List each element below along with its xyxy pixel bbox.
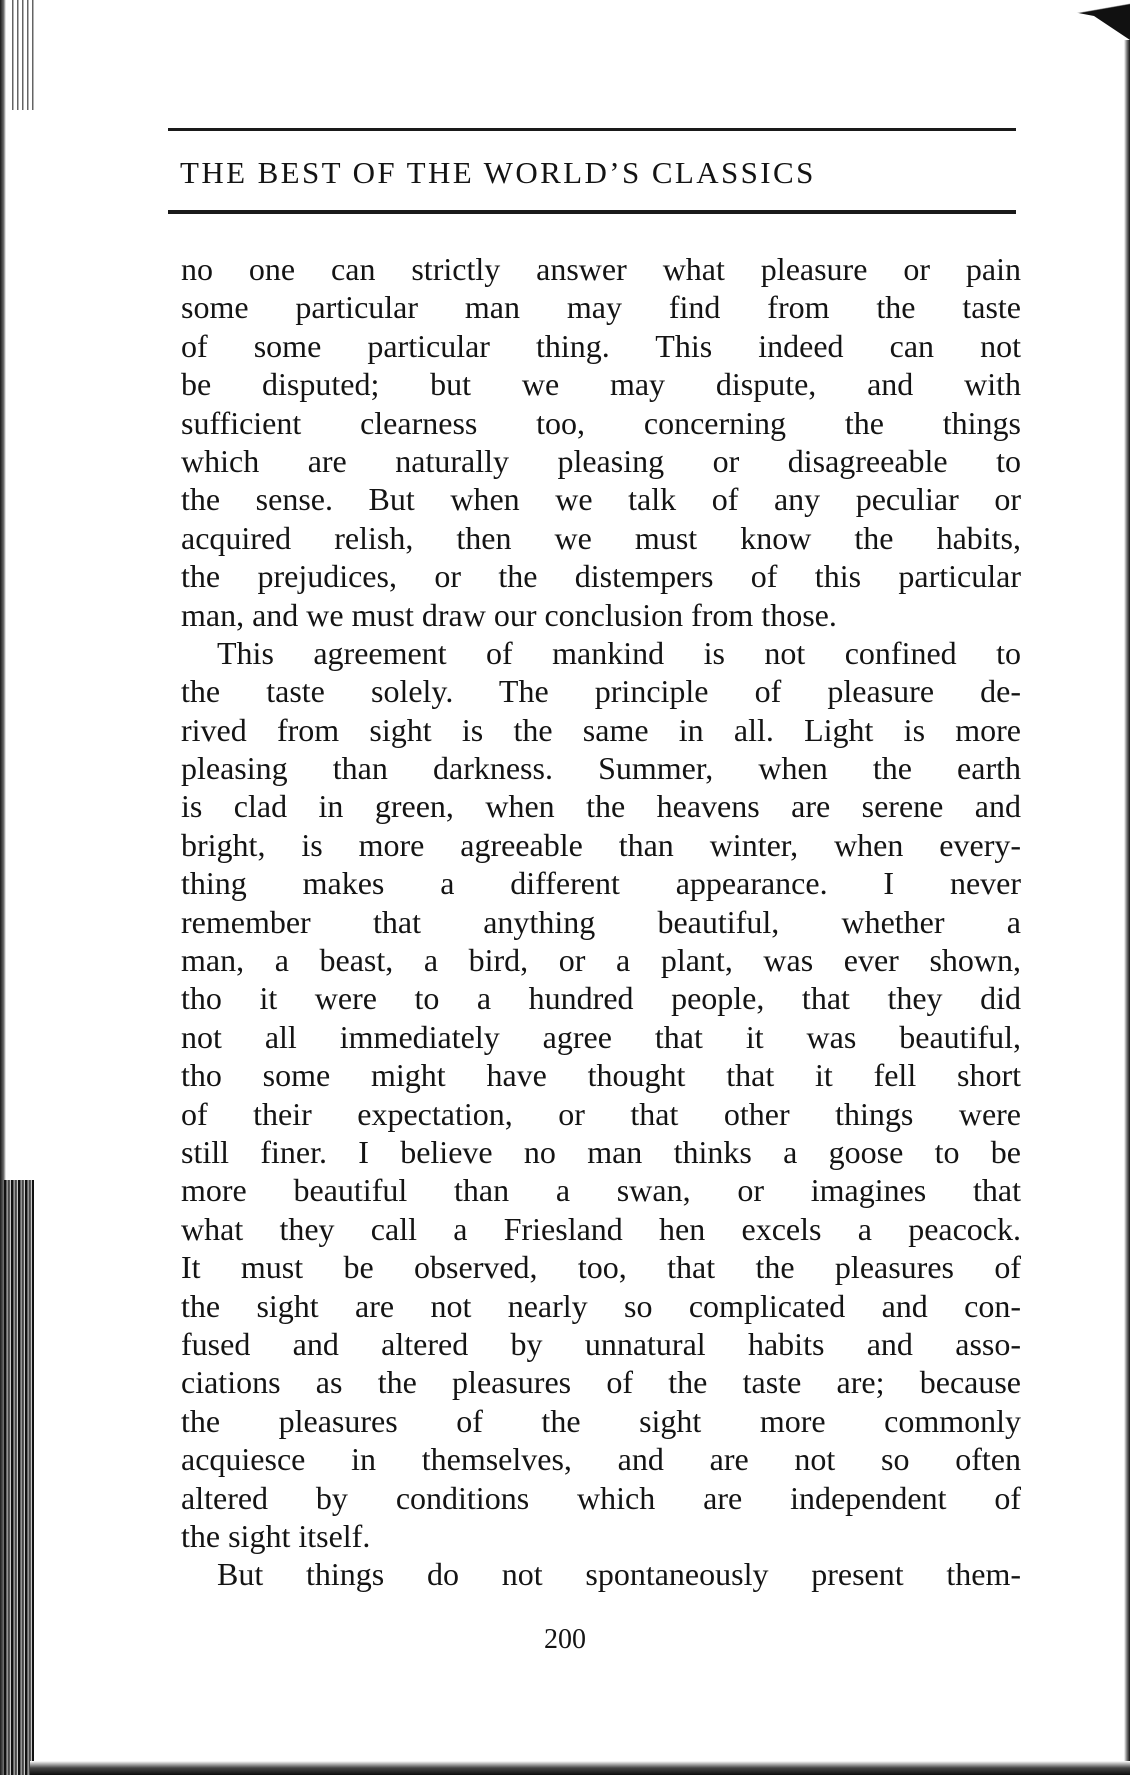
text-line: not all immediately agree that it was beautiful, [181, 1018, 1021, 1055]
text-line: man, a beast, a bird, or a plant, was ever shown, [181, 942, 1021, 979]
text-line: which are naturally pleasing or disagreeable to [181, 442, 1021, 479]
text-line: altered by conditions which are independent of [181, 1479, 1021, 1516]
text-line: the pleasures of the sight more commonly [181, 1402, 1021, 1439]
text-line: what they call a Friesland hen excels a peacock. [181, 1210, 1021, 1247]
text-line: pleasing than darkness. Summer, when the earth [181, 750, 1021, 787]
text-line: But things do not spontaneously present them- [217, 1556, 1021, 1593]
scan-binding-shadow [4, 1180, 34, 1775]
text-line: sufficient clearness too, concerning the things [181, 404, 1021, 441]
text-line: bright, is more agreeable than winter, when every- [181, 826, 1021, 863]
text-line: man, and we must draw our conclusion from those. [181, 596, 837, 633]
text-line: of some particular thing. This indeed can not [181, 327, 1021, 364]
scan-left-marks [12, 0, 34, 110]
running-head: THE BEST OF THE WORLD’S CLASSICS [180, 155, 816, 190]
scan-right-edge [1124, 40, 1130, 1775]
text-line: tho some might have thought that it fell short [181, 1057, 1021, 1094]
scan-corner-shadow [1010, 0, 1130, 40]
text-line: thing makes a different appearance. I never [181, 865, 1021, 902]
text-line: still finer. I believe no man thinks a goose to be [181, 1133, 1021, 1170]
text-line: some particular man may find from the taste [181, 289, 1021, 326]
body-text [181, 250, 1021, 1594]
text-line: remember that anything beautiful, whether a [181, 903, 1021, 940]
text-line: fused and altered by unnatural habits and asso- [181, 1325, 1021, 1362]
text-line: the sight itself. [181, 1517, 371, 1554]
text-line: of their expectation, or that other things were [181, 1095, 1021, 1132]
text-line: rived from sight is the same in all. Light is more [181, 711, 1021, 748]
text-line: the taste solely. The principle of pleasure de- [181, 673, 1021, 710]
text-line: more beautiful than a swan, or imagines that [181, 1172, 1021, 1209]
header-rule-bottom [168, 210, 1016, 214]
text-line: is clad in green, when the heavens are serene and [181, 788, 1021, 825]
text-line: This agreement of mankind is not confined to [217, 634, 1021, 671]
header-rule-top [168, 128, 1016, 131]
text-line: It must be observed, too, that the pleasures of [181, 1249, 1021, 1286]
text-line: ciations as the pleasures of the taste are; because [181, 1364, 1021, 1401]
page-number: 200 [544, 1624, 586, 1655]
text-line: tho it were to a hundred people, that they did [181, 980, 1021, 1017]
text-line: the sense. But when we talk of any peculiar or [181, 481, 1021, 518]
text-line: no one can strictly answer what pleasure or pain [181, 251, 1021, 287]
text-line: the sight are not nearly so complicated and con- [181, 1287, 1021, 1324]
text-line: the prejudices, or the distempers of this particular [181, 558, 1021, 595]
text-line: acquired relish, then we must know the habits, [181, 519, 1021, 556]
scan-bottom-edge [30, 1761, 1130, 1775]
text-line: be disputed; but we may dispute, and with [181, 366, 1021, 403]
text-line: acquiesce in themselves, and are not so often [181, 1441, 1021, 1478]
